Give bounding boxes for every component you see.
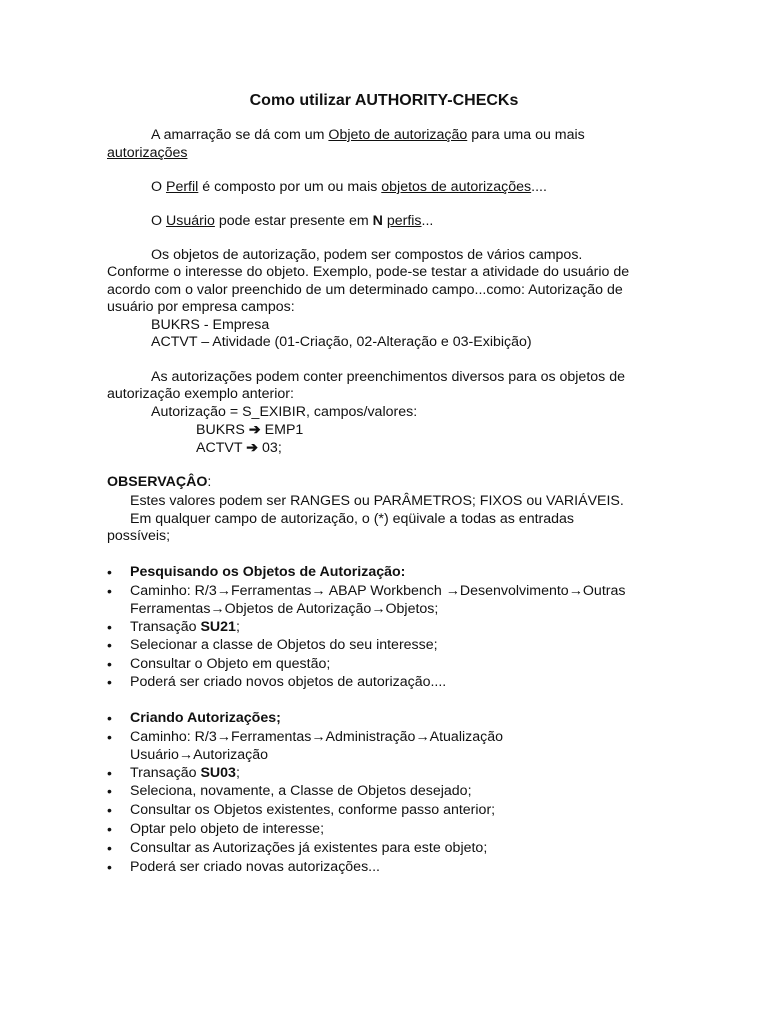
list-2-item-5: Optar pelo objeto de interesse; bbox=[130, 821, 325, 837]
bullet-icon: • bbox=[107, 821, 112, 837]
arrow-right-icon: → bbox=[311, 583, 326, 599]
list-2-heading: Criando Autorizações; bbox=[130, 710, 281, 726]
paragraph-3 bbox=[151, 213, 433, 230]
term-usuario: Usuário bbox=[165, 213, 215, 229]
paragraph-4-line-6: ACTVT – Atividade (01-Criação, 02-Alteração e 03-Exibição) bbox=[151, 334, 532, 350]
text: ; bbox=[235, 619, 240, 635]
arrow-right-icon: → bbox=[216, 583, 231, 599]
text: Caminho: R/3 bbox=[130, 729, 217, 745]
text: ACTVT bbox=[196, 440, 247, 456]
text: O bbox=[151, 213, 166, 229]
list-2-item-2 bbox=[130, 765, 240, 782]
bullet-icon: • bbox=[107, 840, 112, 856]
paragraph-1-line-2 bbox=[107, 145, 187, 162]
arrow-right-icon: ➔ bbox=[248, 422, 261, 438]
bullet-icon: • bbox=[107, 637, 112, 653]
document-title: Como utilizar AUTHORITY-CHECKs bbox=[249, 92, 519, 109]
term-autorizacoes: autorizações bbox=[107, 145, 188, 161]
text: pode estar presente em bbox=[214, 213, 373, 229]
text: Outras bbox=[582, 583, 626, 599]
text: Administração bbox=[325, 729, 416, 745]
list-1-item-4: Consultar o Objeto em questão; bbox=[130, 656, 331, 672]
bullet-icon: • bbox=[107, 564, 112, 580]
paragraph-5-line-5 bbox=[196, 440, 282, 457]
text: Caminho: R/3 bbox=[130, 583, 217, 599]
bullet-icon: • bbox=[107, 583, 112, 599]
text: Desenvolvimento bbox=[459, 583, 569, 599]
text: ... bbox=[421, 213, 434, 229]
text: Ferramentas bbox=[230, 729, 312, 745]
arrow-right-icon: ➔ bbox=[246, 440, 259, 456]
text: 03; bbox=[258, 440, 282, 456]
text: Objetos de Autorização bbox=[224, 601, 372, 617]
term-objetos-de-autorizacoes: objetos de autorizações bbox=[381, 179, 532, 195]
paragraph-4-line-5: BUKRS - Empresa bbox=[151, 317, 270, 333]
paragraph-4-line-4: usuário por empresa campos: bbox=[107, 299, 295, 315]
list-1-heading: Pesquisando os Objetos de Autorização: bbox=[130, 564, 406, 580]
bullet-icon: • bbox=[107, 802, 112, 818]
transaction-code: SU03 bbox=[200, 765, 236, 781]
text: Ferramentas bbox=[230, 583, 312, 599]
text: para uma ou mais bbox=[467, 127, 585, 143]
text: .... bbox=[531, 179, 547, 195]
text: BUKRS bbox=[196, 422, 249, 438]
text: Objetos; bbox=[385, 601, 439, 617]
paragraph-5-line-2: autorização exemplo anterior: bbox=[107, 386, 294, 402]
text: : bbox=[207, 474, 212, 490]
text: ; bbox=[235, 765, 240, 781]
paragraph-5-line-1: As autorizações podem conter preenchimentos diversos para os objetos de bbox=[151, 369, 625, 385]
bullet-icon: • bbox=[107, 656, 112, 672]
text: O bbox=[151, 179, 166, 195]
text: A amarração se dá com um bbox=[151, 127, 329, 143]
text: Usuário bbox=[130, 747, 179, 763]
list-1-item-1-line-1 bbox=[130, 583, 625, 600]
paragraph-2 bbox=[151, 179, 547, 196]
bold-n: N bbox=[372, 213, 383, 229]
bullet-icon: • bbox=[107, 619, 112, 635]
observacao-heading bbox=[107, 474, 211, 491]
list-1-item-3: Selecionar a classe de Objetos do seu interesse; bbox=[130, 637, 438, 653]
list-1-item-2 bbox=[130, 619, 240, 636]
bullet-icon: • bbox=[107, 710, 112, 726]
text: Transação bbox=[130, 765, 201, 781]
bullet-icon: • bbox=[107, 765, 112, 781]
arrow-right-icon: → bbox=[371, 601, 386, 617]
list-2-item-6: Consultar as Autorizações já existentes para este objeto; bbox=[130, 840, 488, 856]
text: Transação bbox=[130, 619, 201, 635]
term-perfil: Perfil bbox=[165, 179, 199, 195]
list-2-item-1-line-2 bbox=[130, 747, 268, 764]
list-1-item-1-line-2 bbox=[130, 601, 438, 618]
list-2-item-4: Consultar os Objetos existentes, conforme passo anterior; bbox=[130, 802, 496, 818]
text: Ferramentas bbox=[130, 601, 211, 617]
paragraph-1-line-1 bbox=[151, 127, 585, 144]
arrow-right-icon: → bbox=[568, 583, 583, 599]
term-perfis: perfis bbox=[386, 213, 422, 229]
bullet-icon: • bbox=[107, 674, 112, 690]
arrow-right-icon: → bbox=[415, 729, 430, 745]
arrow-right-icon: → bbox=[178, 747, 194, 763]
arrow-right-icon: → bbox=[216, 729, 231, 745]
text: é composto por um ou mais bbox=[198, 179, 382, 195]
arrow-right-icon: → bbox=[445, 583, 460, 599]
observacao-line-2: Em qualquer campo de autorização, o (*) eqüivale a todas as entradas bbox=[130, 511, 575, 527]
bullet-icon: • bbox=[107, 729, 112, 745]
paragraph-4-line-1: Os objetos de autorização, podem ser compostos de vários campos. bbox=[151, 247, 583, 263]
observacao-label: OBSERVAÇÂO bbox=[107, 474, 208, 490]
bullet-icon: • bbox=[107, 859, 112, 875]
paragraph-4-line-3: acordo com o valor preenchido de um determinado campo...como: Autorização de bbox=[107, 282, 623, 298]
list-2-item-7: Poderá ser criado novas autorizações... bbox=[130, 859, 380, 875]
term-objeto-de-autorizacao: Objeto de autorização bbox=[328, 127, 468, 143]
text: Autorização bbox=[193, 747, 268, 763]
text: Atualização bbox=[429, 729, 503, 745]
observacao-line-1: Estes valores podem ser RANGES ou PARÂMETROS; FIXOS ou VARIÁVEIS. bbox=[130, 493, 624, 509]
list-1-item-5: Poderá ser criado novos objetos de autorização.... bbox=[130, 674, 447, 690]
arrow-right-icon: → bbox=[210, 601, 225, 617]
bullet-icon: • bbox=[107, 783, 112, 799]
text: ABAP Workbench bbox=[325, 583, 446, 599]
list-2-item-3: Seleciona, novamente, a Classe de Objetos desejado; bbox=[130, 783, 472, 799]
paragraph-4-line-2: Conforme o interesse do objeto. Exemplo, pode-se testar a atividade do usuário de bbox=[107, 264, 630, 280]
text: EMP1 bbox=[260, 422, 304, 438]
arrow-right-icon: → bbox=[311, 729, 326, 745]
transaction-code: SU21 bbox=[200, 619, 236, 635]
observacao-line-3: possíveis; bbox=[107, 528, 171, 544]
paragraph-5-line-4 bbox=[196, 422, 303, 439]
paragraph-5-line-3: Autorização = S_EXIBIR, campos/valores: bbox=[151, 404, 418, 420]
list-2-item-1-line-1 bbox=[130, 729, 503, 746]
